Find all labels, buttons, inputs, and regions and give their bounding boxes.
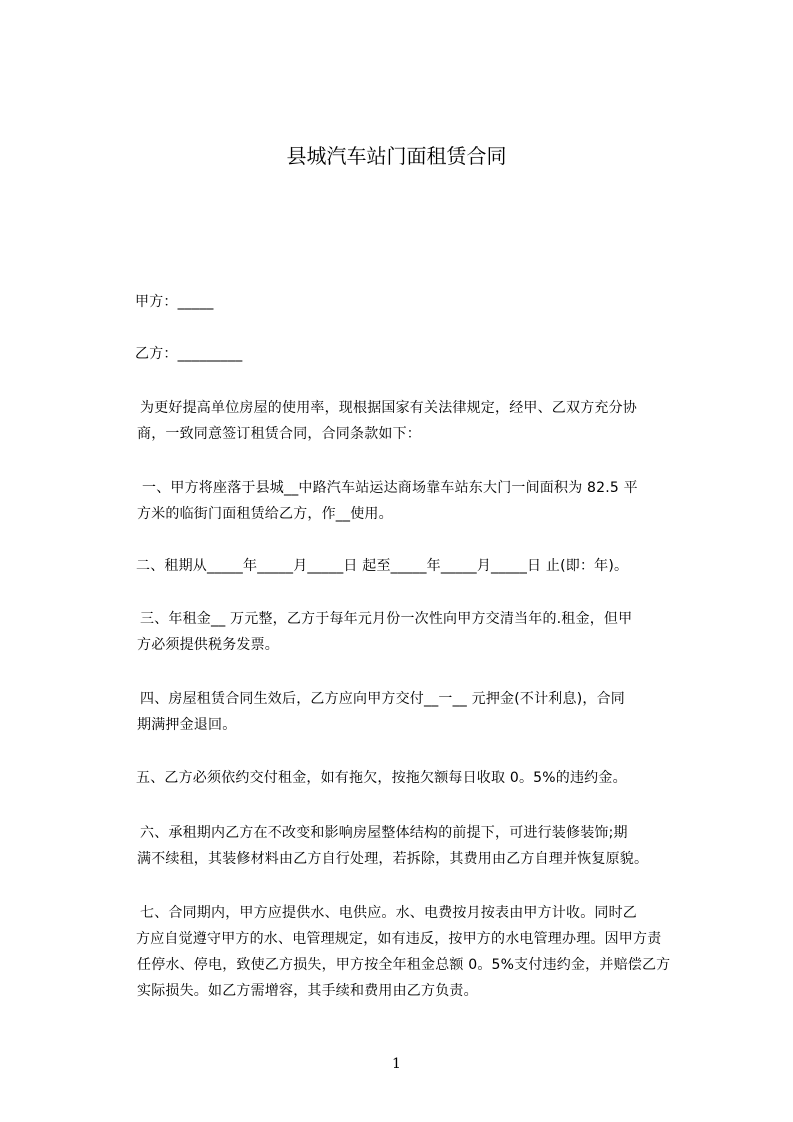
- clause-7-line: 任停水、停电，致使乙方损失，甲方按全年租金总额 0。5%支付违约金，并赔偿乙方: [137, 957, 671, 973]
- clause-1-line: 方米的临街门面租赁给乙方，作__使用。: [137, 506, 393, 522]
- party-a-text: 甲方：_____: [135, 294, 214, 310]
- clause-5-line: 五、乙方必须依约交付租金，如有拖欠，按拖欠额每日收取 0。5%的违约金。: [136, 770, 627, 786]
- clause-7-line: 七、合同期内，甲方应提供水、电供应。水、电费按月按表由甲方计收。同时乙: [140, 905, 637, 921]
- clause-2: [136, 553, 707, 579]
- clause-2-line: 二、租期从_____年_____月_____日 起至_____年_____月_____日 止(即：年)。: [136, 558, 629, 574]
- clause-3: [137, 606, 711, 658]
- clause-7-line: 实际损失。如乙方需增容，其手续和费用由乙方负责。: [137, 983, 478, 999]
- party-b-line: [135, 341, 706, 367]
- clause-5: [136, 765, 707, 791]
- document-title: 县城汽车站门面租赁合同: [286, 144, 507, 168]
- party-a-line: [135, 289, 706, 315]
- clause-4-line: 四、房屋租赁合同生效后，乙方应向甲方交付__一__ 元押金(不计利息)，合同: [140, 691, 625, 707]
- clause-4-line: 期满押金退回。: [137, 717, 237, 733]
- clause-3-line: 方必须提供税务发票。: [137, 637, 279, 653]
- clause-7-line: 方应自觉遵守甲方的水、电管理规定，如有违反，按甲方的水电管理办理。因甲方责: [136, 931, 662, 947]
- intro-line: 商，一致同意签订租赁合同，合同条款如下：: [137, 426, 421, 442]
- intro-paragraph: [137, 395, 711, 447]
- clause-1-line: 一、甲方将座落于县城__中路汽车站运达商场靠车站东大门一间面积为 82.5 平: [142, 480, 638, 496]
- clause-7: [136, 900, 711, 1004]
- clause-4: [137, 686, 711, 738]
- clause-3-line: 三、年租金__ 万元整，乙方于每年元月份一次性向甲方交清当年的.租金，但甲: [140, 611, 633, 627]
- clause-6: [137, 820, 711, 872]
- clause-1: [137, 475, 713, 527]
- clause-6-line: 六、承租期内乙方在不改变和影响房屋整体结构的前提下，可进行装修装饰;期: [140, 825, 628, 841]
- clause-6-line: 满不续租，其装修材料由乙方自行处理，若拆除，其费用由乙方自理并恢复原貌。: [137, 851, 649, 867]
- party-b-text: 乙方：_________: [135, 346, 243, 362]
- page-number: 1: [392, 1056, 401, 1072]
- intro-line: 为更好提高单位房屋的使用率，现根据国家有关法律规定，经甲、乙双方充分协: [140, 400, 637, 416]
